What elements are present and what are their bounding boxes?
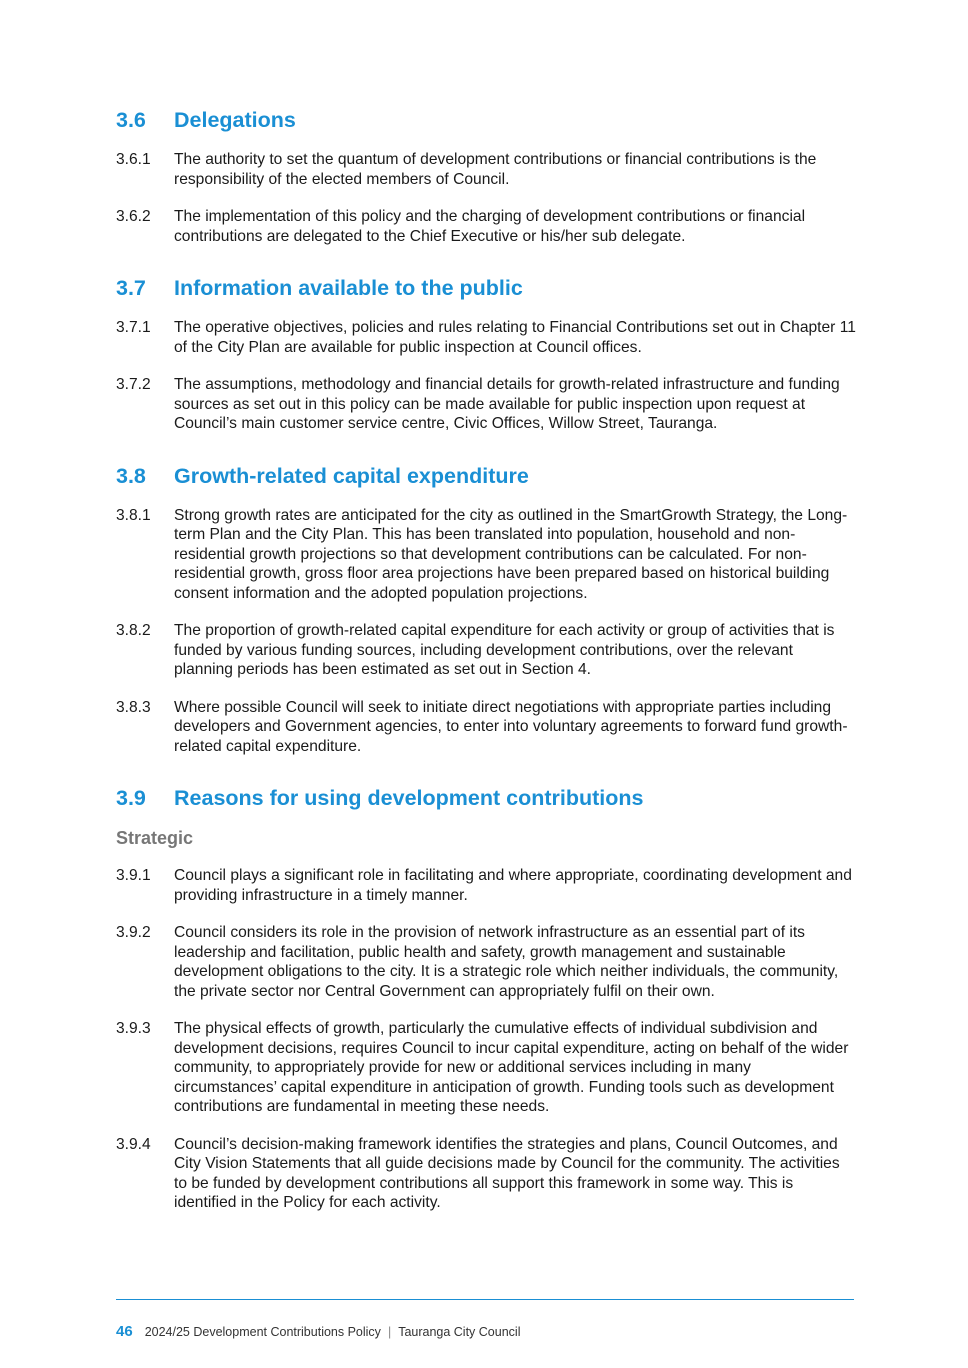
paragraph	[116, 866, 856, 905]
paragraph-text: Strong growth rates are anticipated for the city as outlined in the SmartGrowth Strategy, the Long-term Plan and the City Plan. This has been translated into population, household and non-residential growth projections so that development contributions can be calculated. For non-residential growth, gross floor area projections have been prepared based on historical building consent information and the adopted population projections.	[174, 506, 848, 602]
paragraph-text: The authority to set the quantum of development contributions or financial contributions is the responsibility of the elected members of Council.	[174, 151, 817, 188]
paragraph	[116, 923, 856, 1001]
paragraph-number: 3.7.2	[116, 376, 151, 393]
paragraph-text: The physical effects of growth, particularly the cumulative effects of individual subdivision and development decisions, requires Council to incur capital expenditure, acting on behalf of the wider community, to appropriately provide for new or additional services including in many circumstances’ capital expenditure in anticipation of growth. Funding tools such as development contributions are fundamental in meeting these needs.	[174, 1020, 849, 1115]
section-3-6	[116, 108, 856, 246]
paragraph	[116, 621, 856, 680]
section-title: Information available to the public	[174, 276, 523, 300]
paragraph-text: Council’s decision-making framework identifies the strategies and plans, Council Outcomes, and City Vision Statements that all guide decisions made by Council for the community. The activities to be funded by development contributions all support this framework in some way. This is identified in the Policy for each activity.	[174, 1135, 840, 1211]
paragraph	[116, 1019, 856, 1117]
footer-divider	[116, 1299, 854, 1300]
section-title: Reasons for using development contributions	[174, 786, 644, 810]
footer-separator: |	[387, 1325, 392, 1339]
paragraph-number: 3.8.3	[116, 698, 151, 716]
paragraph	[116, 698, 856, 757]
section-3-9	[116, 786, 856, 1213]
footer-document-title: 2024/25 Development Contributions Policy	[144, 1325, 381, 1339]
paragraph-number: 3.6.2	[116, 208, 151, 225]
section-heading	[116, 786, 856, 811]
paragraph-number: 3.7.1	[116, 319, 151, 336]
section-number: 3.9	[116, 786, 146, 810]
paragraph-text: Council plays a significant role in facilitating and where appropriate, coordinating development and providing infrastructure in a timely manner.	[174, 867, 852, 904]
paragraph-number: 3.9.2	[116, 924, 151, 941]
paragraph-text: Where possible Council will seek to initiate direct negotiations with appropriate parties including developers and Government agencies, to enter into voluntary agreements to forward fund growth-related capital expenditure.	[174, 698, 848, 755]
paragraph-number: 3.9.4	[116, 1135, 151, 1153]
paragraph-number: 3.8.1	[116, 506, 151, 524]
paragraph-text: Council considers its role in the provision of network infrastructure as an essential part of its leadership and facilitation, public health and safety, growth management and sustainable development obligations to the city. It is a strategic role which neither individuals, the community, the private sector nor Central Government can appropriately fulfil on their own.	[174, 924, 839, 1000]
section-number: 3.6	[116, 108, 146, 132]
page-number: 46	[116, 1323, 133, 1340]
subheading: Strategic	[116, 828, 194, 848]
page-footer	[116, 1323, 520, 1340]
section-3-8	[116, 464, 856, 757]
paragraph	[116, 375, 856, 434]
section-number: 3.7	[116, 276, 146, 300]
paragraph	[116, 207, 856, 246]
paragraph-text: The operative objectives, policies and rules relating to Financial Contributions set out in Chapter 11 of the City Plan are available for public inspection at Council offices.	[174, 319, 856, 356]
paragraph-number: 3.9.3	[116, 1020, 151, 1037]
paragraph	[116, 1135, 856, 1213]
paragraph	[116, 506, 856, 604]
section-heading	[116, 464, 856, 489]
footer-organisation: Tauranga City Council	[398, 1325, 521, 1339]
section-title: Growth-related capital expenditure	[174, 463, 529, 488]
section-3-7	[116, 276, 856, 434]
paragraph-text: The proportion of growth-related capital expenditure for each activity or group of activities that is funded by various funding sources, including development contributions, over the relevant planning periods has been estimated as set out in Section 4.	[174, 622, 835, 678]
paragraph	[116, 318, 856, 357]
section-number: 3.8	[116, 463, 146, 488]
section-title: Delegations	[174, 108, 296, 132]
paragraph-number: 3.8.2	[116, 622, 151, 639]
section-heading	[116, 108, 856, 133]
paragraph-text: The assumptions, methodology and financial details for growth-related infrastructure and funding sources as set out in this policy can be made available for public inspection upon request at Council’s main customer service centre, Civic Offices, Willow Street, Tauranga.	[174, 376, 840, 432]
document-page	[116, 108, 856, 1231]
section-heading	[116, 276, 856, 301]
paragraph-text: The implementation of this policy and the charging of development contributions or financial contributions are delegated to the Chief Executive or his/her sub delegate.	[174, 208, 806, 245]
paragraph-number: 3.9.1	[116, 867, 151, 884]
paragraph-number: 3.6.1	[116, 151, 151, 168]
paragraph	[116, 150, 856, 189]
